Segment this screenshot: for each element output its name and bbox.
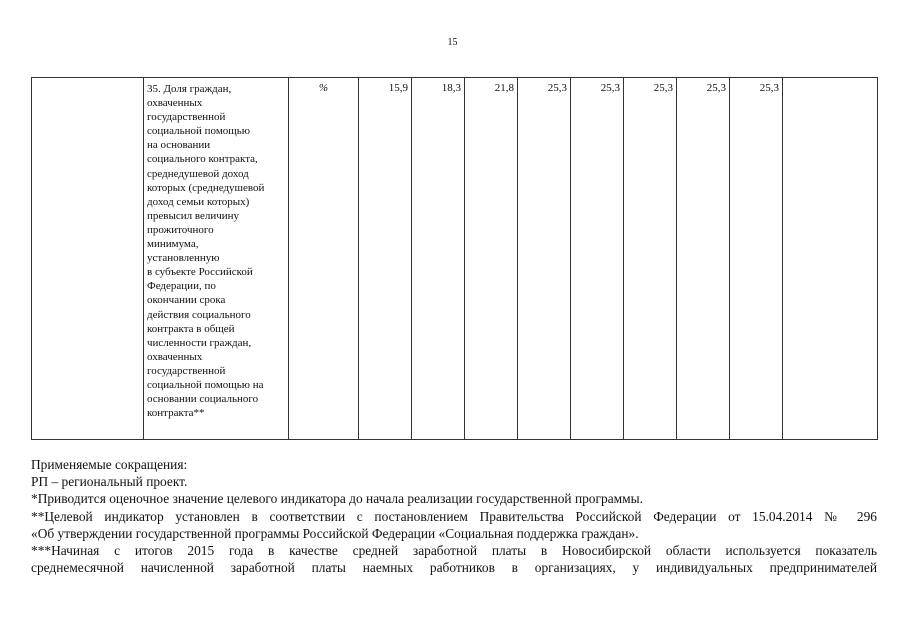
indicator-line: действия социального xyxy=(147,308,251,321)
footnote-3-line-2: среднемесячной начисленной заработной платы наемных работников в организациях, у индивидуальных предпринимателей xyxy=(31,560,877,576)
indicator-line: окончании срока xyxy=(147,294,226,307)
indicator-line: государственной xyxy=(147,111,226,124)
abbreviation-rp: РП – региональный проект. xyxy=(31,474,188,490)
unit-cell: % xyxy=(289,78,359,440)
indicator-line: установленную xyxy=(147,252,220,265)
page-number: 15 xyxy=(447,37,458,48)
value-cell: 25,3 xyxy=(730,78,783,440)
indicator-line: численности граждан, xyxy=(147,336,252,349)
indicator-line: социальной помощью на xyxy=(147,378,264,391)
footnotes xyxy=(31,456,877,576)
indicator-line: 35. Доля граждан, xyxy=(147,83,232,95)
footnote-2-line-1: **Целевой индикатор установлен в соответствии с постановлением Правительства Российской Федерации от 15.04.2014 № 296 xyxy=(31,508,877,524)
value-cell: 25,3 xyxy=(571,78,624,440)
table-row xyxy=(32,78,878,440)
indicator-line: контракта** xyxy=(147,407,205,420)
indicator-table xyxy=(31,77,878,440)
empty-cell xyxy=(783,78,878,440)
indicator-line: Федерации, по xyxy=(147,280,216,293)
footnote-1: *Приводится оценочное значение целевого индикатора до начала реализации государственной программы. xyxy=(31,491,643,507)
indicator-line: превысил величину xyxy=(147,209,240,222)
indicator-name-cell xyxy=(144,78,289,440)
value-cell: 25,3 xyxy=(624,78,677,440)
indicator-line: охваченных xyxy=(147,350,203,363)
value-cell: 18,3 xyxy=(412,78,465,440)
indicator-line: которых (среднедушевой xyxy=(147,181,265,194)
indicator-line: среднедушевой доход xyxy=(147,167,249,180)
value-cell: 25,3 xyxy=(677,78,730,440)
abbreviations-heading: Применяемые сокращения: xyxy=(31,457,188,472)
footnote-3-line-1: ***Начиная с итогов 2015 года в качестве средней заработной платы в Новосибирской области используется показатель xyxy=(31,543,877,559)
indicator-line: доход семьи которых) xyxy=(147,195,250,208)
indicator-line: социального контракта, xyxy=(147,153,258,166)
indicator-line: контракта в общей xyxy=(147,322,235,335)
indicator-line: на основании xyxy=(147,139,211,152)
footnote-2-line-2: «Об утверждении государственной программы Российской Федерации «Социальная поддержка граждан». xyxy=(31,525,639,541)
indicator-line: государственной xyxy=(147,364,226,377)
indicator-line: социальной помощью xyxy=(147,125,251,138)
indicator-line: основании социального xyxy=(147,393,259,406)
indicator-line: прожиточного xyxy=(147,223,214,236)
value-cell: 15,9 xyxy=(359,78,412,440)
indicator-line: охваченных xyxy=(147,97,203,110)
empty-cell xyxy=(32,78,144,440)
indicator-line: минимума, xyxy=(147,238,199,251)
value-cell: 21,8 xyxy=(465,78,518,440)
indicator-line: в субъекте Российской xyxy=(147,266,253,279)
value-cell: 25,3 xyxy=(518,78,571,440)
